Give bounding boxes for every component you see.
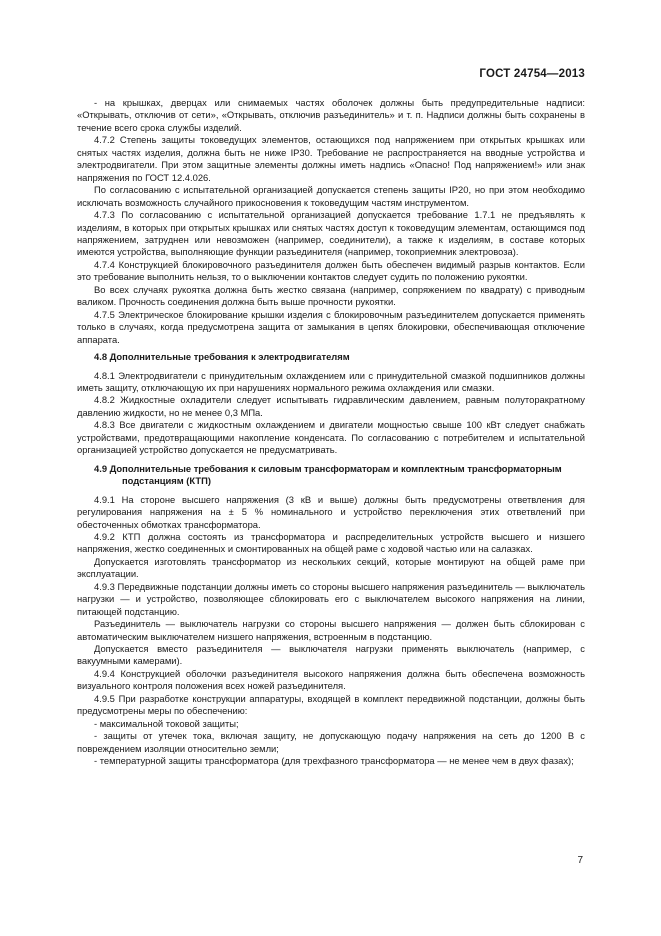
list-item: - максимальной токовой защиты;: [94, 717, 239, 729]
paragraph: - на крышках, дверцах или снимаемых частях оболочек должны быть предупредительные надписи: «Открывать, отключив от сети», «Открывать, отключив разъединитель» и т. п. Надписи должны быть сохранены в течение всего срока службы изделий.: [77, 97, 585, 133]
section-heading-4-9: 4.9 Дополнительные требования к силовым трансформаторам и комплектным трансформаторным подстанциям (КТП): [94, 462, 562, 487]
paragraph: Во всех случаях рукоятка должна быть жестко связана (например, сопряжением по квадрату) с приводным валиком. Прочность соединения должна быть выше прочности рукоятки.: [77, 283, 585, 308]
paragraph: 4.8.3 Все двигатели с жидкостным охлаждением и двигатели мощностью свыше 100 кВт следует снабжать устройствами, предотвращающими накопление конденсата. По согласованию с потребителем и испытательной организацией устройство допускается не предусматривать.: [77, 419, 585, 456]
paragraph: 4.9.5 При разработке конструкции аппаратуры, входящей в комплект передвижной подстанции, должны быть предусмотрены меры по обеспечению:: [77, 692, 585, 717]
paragraph: 4.9.4 Конструкцией оболочки разъединителя высокого напряжения должна быть обеспечена возможность визуального контроля положения всех ножей разъединителя.: [77, 667, 585, 692]
paragraph: По согласованию с испытательной организацией допускается степень защиты IP20, но при этом необходимо исключать возможность случайного прикосновения к токоведущим частям инструментом.: [77, 184, 585, 208]
paragraph: 4.9.2 КТП должна состоять из трансформатора и распределительных устройств высшего и низшего напряжения, жестко соединенных и смонтированных на общей раме с ходовой частью или на салазках.: [77, 530, 585, 555]
page-number: 7: [577, 855, 583, 866]
document-standard-id: ГОСТ 24754—2013: [479, 68, 585, 80]
paragraph: 4.7.4 Конструкцией блокировочного разъединителя должен быть обеспечен видимый разрыв контактов. Если это требование выполнить нельзя, то о выключении контактов следует судить по положению рукоятки.: [77, 258, 585, 283]
paragraph: Допускается вместо разъединителя — выключателя нагрузки применять выключатель (например, с вакуумными камерами).: [77, 643, 585, 667]
paragraph: Допускается изготовлять трансформатор из нескольких секций, которые монтируют на общей раме при эксплуатации.: [77, 555, 585, 580]
section-heading-4-8: 4.8 Дополнительные требования к электродвигателям: [94, 351, 350, 363]
paragraph: 4.9.3 Передвижные подстанции должны иметь со стороны высшего напряжения разъединитель — выключатель нагрузки — и устройство, позволяющее сблокировать его с выключателем высокого напряжения на линии, питающей подстанцию.: [77, 580, 585, 617]
paragraph: Разъединитель — выключатель нагрузки со стороны высшего напряжения — должен быть сблокирован с автоматическим выключателем низшего напряжения, встроенным в подстанцию.: [77, 618, 585, 642]
paragraph: 4.7.3 По согласованию с испытательной организацией допускается требование 1.7.1 не предъявлять к изделиям, в которых при открытых крышках или снятых частях доступ к токоведущим элементам, остающимся под напряжением, затруднен или невозможен (например, соединители), а также к изделиям, в составе которых имеются устройства, выполняющие функции разъединителя (например, токоприемник электровоза).: [77, 209, 585, 258]
paragraph: 4.9.1 На стороне высшего напряжения (3 кВ и выше) должны быть предусмотрены ответвления для регулирования напряжения на ± 5 % номинального и устройство переключения этих ответвлений при обесточенных обмотках трансформатора.: [77, 493, 585, 530]
list-item: - защиты от утечек тока, включая защиту, не допускающую подачу напряжения на сеть до 1200 В с повреждением изоляции относительно земли;: [77, 730, 585, 754]
list-item: - температурной защиты трансформатора (для трехфазного трансформатора — не менее чем в двух фазах);: [94, 755, 574, 767]
paragraph: 4.8.2 Жидкостные охладители следует испытывать гидравлическим давлением, равным полуторакратному давлению жидкости, но не менее 0,3 МПа.: [77, 394, 585, 418]
paragraph: 4.7.5 Электрическое блокирование крышки изделия с блокировочным разъединителем допускается применять только в случаях, когда предусмотрена защита от замыкания в цепях блокировки, обеспечивающая отключение аппарата.: [77, 308, 585, 345]
paragraph: 4.7.2 Степень защиты токоведущих элементов, остающихся под напряжением при открытых крышках или снятых частях изделия, должна быть не ниже IP30. Требование не распространяется на вводные устройства и электродвигатели. При этом защитные элементы должны иметь надпись «Опасно! Под напряжением!» или знак напряжения по ГОСТ 12.4.026.: [77, 134, 585, 183]
document-body: [77, 97, 585, 768]
paragraph: 4.8.1 Электродвигатели с принудительным охлаждением или с принудительной смазкой подшипников должны иметь защиту, отключающую их при нарушениях нормального режима охлаждения или смазки.: [77, 369, 585, 393]
